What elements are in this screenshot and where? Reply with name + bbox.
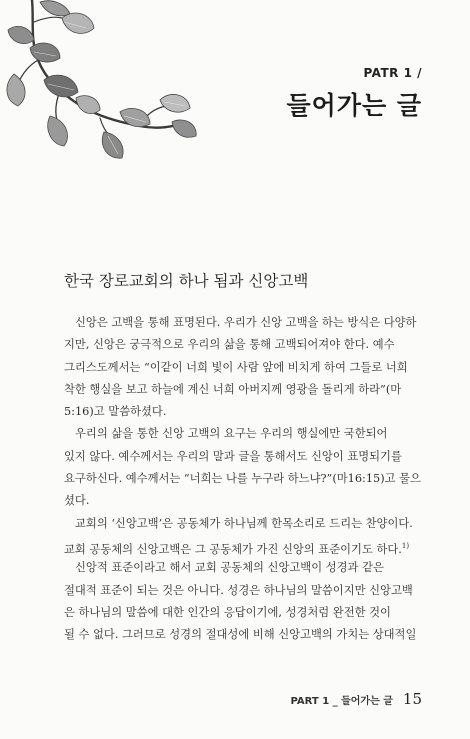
paragraph-line: 신앙은 고백을 통해 표명된다. 우리가 신앙 고백을 하는 방식은 다양하 [75,316,417,329]
page-number: 15 [402,690,422,708]
paragraph-line-text: 교회 공동체의 신앙고백은 그 공동체가 가진 신앙의 표준이기도 하다. [64,542,402,556]
page-footer [290,690,422,708]
paragraph-line: 5:16)고 말씀하셨다. [64,405,167,419]
paragraph-line [64,535,424,557]
paragraph-line: 은 하나님의 말씀에 대한 인간의 응답이기에, 성경처럼 완전한 것이 [64,605,391,619]
paragraph-line: 절대적 표준이 되는 것은 아니다. 성경은 하나님의 말씀이지만 신앙고백 [64,583,413,597]
paragraph-line: 신앙적 표준이라고 해서 교회 공동체의 신앙고백이 성경과 같은 [75,561,384,575]
paragraph-line: 지만, 신앙은 궁극적으로 우리의 삶을 통해 고백되어져야 한다. 예수 [64,338,395,352]
paragraph-line: 그리스도께서는 “이같이 너희 빛이 사람 앞에 비치게 하여 그들로 너희 [64,360,408,374]
part-label: PATR 1 / [363,66,422,80]
paragraph-line: 교회의 ‘신앙고백’은 공동체가 하나님께 한목소리로 드리는 찬양이다. [75,516,413,530]
running-footer-label: PART 1 _ 들어가는 글 [290,696,393,707]
paragraph-line: 될 수 없다. 그러므로 성경의 절대성에 비해 신앙고백의 가치는 상대적일 [64,628,417,642]
paragraph-line: 우리의 삶을 통한 신앙 고백의 요구는 우리의 행실에만 국한되어 [75,427,388,441]
chapter-title: 들어가는 글 [286,91,422,120]
paragraph-line: 셨다. [64,494,90,508]
body-text [64,312,424,646]
section-heading: 한국 장로교회의 하나 됨과 신앙고백 [64,272,309,290]
footnote-mark: 1) [401,541,410,550]
paragraph-line: 있지 않다. 예수께서는 우리의 말과 글을 통해서도 신앙이 표명되기를 [64,449,402,463]
paragraph-line: 요구하신다. 예수께서는 “너희는 나를 누구라 하느냐?”(마16:15)고 물으 [64,472,421,486]
paragraph-line: 착한 행실을 보고 하늘에 계신 너희 아버지께 영광을 돌리게 하라”(마 [64,382,402,396]
ivy-vine-illustration [0,0,200,170]
